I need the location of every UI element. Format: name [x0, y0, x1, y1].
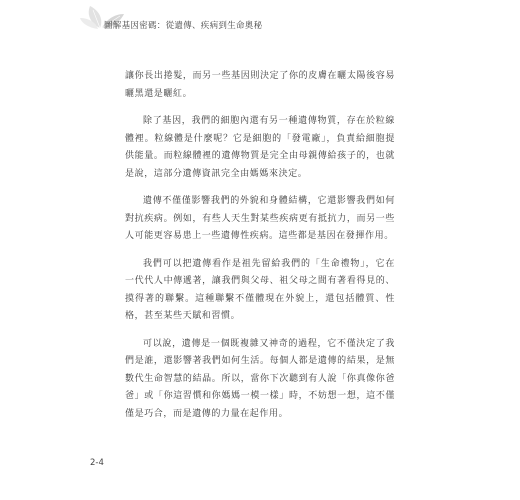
page-header	[0, 0, 520, 40]
paragraph-1: 讓你長出捲髮，而另一些基因則決定了你的皮膚在曬太陽後容易曬黑還是曬紅。	[125, 71, 395, 99]
page-number: 2-4	[90, 458, 104, 468]
running-header-title: 圖解基因密碼：從遺傳、疾病到生命奧秘	[104, 21, 263, 31]
paragraph-5: 可以說，遺傳是一個既複雜又神奇的過程，它不僅決定了我們是誰，還影響著我們如何生活。每個人都是遺傳的結果，是無數代生命智慧的結晶。所以，當你下次聽到有人說「你真像你爸爸」或「你這習慣和你媽媽一模一樣」時，不妨想一想，這不僅僅是巧合，而是遺傳的力量在起作用。	[125, 338, 395, 419]
body-text	[125, 68, 395, 433]
paragraph-4: 我們可以把遺傳看作是祖先留給我們的「生命禮物」，它在一代代人中傳遞著，讓我們與父母、祖父母之間有著看得見的、摸得著的聯繫。這種聯繫不僅體現在外貌上，還包括體質、性格，甚至某些天賦和習慣。	[125, 258, 395, 321]
paragraph-3: 遺傳不僅僅影響我們的外貌和身體結構，它還影響我們如何對抗疾病。例如，有些人天生對某些疾病更有抵抗力，而另一些人可能更容易患上一些遺傳性疾病。這些都是基因在發揮作用。	[125, 196, 395, 241]
paragraph-2: 除了基因，我們的細胞內還有另一種遺傳物質，存在於粒線體裡。粒線體是什麼呢？它是細胞的「發電廠」，負責給細胞提供能量。而粒線體裡的遺傳物質是完全由母親傳給孩子的，也就是說，這部分遺傳資訊完全由媽媽來決定。	[125, 116, 395, 179]
